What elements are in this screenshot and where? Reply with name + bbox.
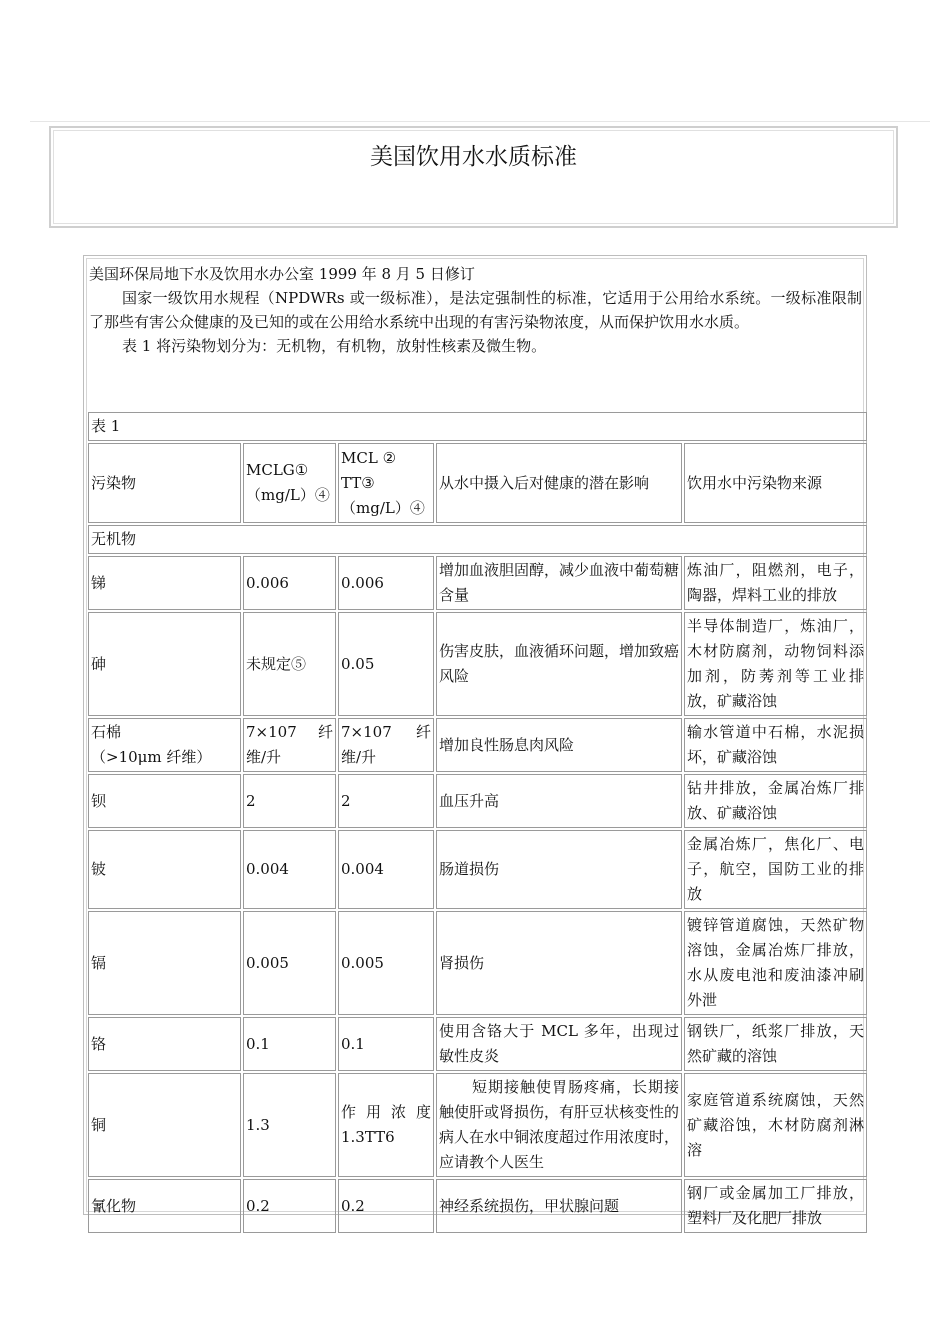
header-health: 从水中摄入后对健康的潜在影响: [436, 443, 682, 523]
table-row: [88, 830, 867, 909]
mclg-value: 2: [243, 774, 336, 828]
health-effect: 短期接触使胃肠疼痛，长期接触使肝或肾损伤，有肝豆状核变性的病人在水中铜浓度超过作用浓度时，应请教个人医生: [436, 1073, 682, 1177]
mcl-value: 2: [338, 774, 434, 828]
contaminant-name-cell: [88, 718, 241, 772]
mcl-value: 0.005: [338, 911, 434, 1015]
mcl-value: 0.006: [338, 556, 434, 610]
contaminant-name: 铜: [88, 1073, 241, 1177]
contaminant-name-note: （>10μm 纤维）: [91, 748, 212, 766]
mclg-value: 0.1: [243, 1017, 336, 1071]
mclg-value: 0.2: [243, 1179, 336, 1233]
mclg-value: 7×107 纤维/升: [243, 718, 336, 772]
mclg-value: 0.005: [243, 911, 336, 1015]
mclg-value: 0.006: [243, 556, 336, 610]
intro-paragraph: 国家一级饮用水规程（NPDWRs 或一级标准），是法定强制性的标准，它适用于公用给水系统。一级标准限制了那些有害公众健康的及已知的或在公用给水系统中出现的有害污染物浓度，从而保护饮用水水质。: [89, 289, 862, 331]
contaminant-name: 钡: [88, 774, 241, 828]
page-top-rule: [30, 121, 930, 122]
table-row: [88, 612, 867, 716]
health-effect: 增加血液胆固醇，减少血液中葡萄糖含量: [436, 556, 682, 610]
title-panel: [49, 126, 898, 228]
source-line: 美国环保局地下水及饮用水办公室 1999 年 8 月 5 日修订: [89, 265, 475, 283]
table-row: [88, 1073, 867, 1177]
header-sources: 饮用水中污染物来源: [684, 443, 867, 523]
table-header-row: [88, 443, 867, 523]
health-effect: 神经系统损伤，甲状腺问题: [436, 1179, 682, 1233]
mcl-value: 0.1: [338, 1017, 434, 1071]
contaminant-name: 镉: [88, 911, 241, 1015]
contaminant-source: 钢铁厂，纸浆厂排放，天然矿藏的溶蚀: [684, 1017, 867, 1071]
table-row: [88, 1179, 867, 1233]
table-caption-row: [88, 412, 867, 441]
contaminant-source: 镀锌管道腐蚀，天然矿物溶蚀，金属冶炼厂排放，水从废电池和废油漆冲刷外泄: [684, 911, 867, 1015]
contaminant-name: 石棉: [91, 723, 122, 741]
contaminant-name: 铬: [88, 1017, 241, 1071]
table-row: [88, 556, 867, 610]
health-effect: 伤害皮肤，血液循环问题，增加致癌风险: [436, 612, 682, 716]
contaminant-name: 氰化物: [88, 1179, 241, 1233]
mcl-value: 0.2: [338, 1179, 434, 1233]
contaminant-source: 炼油厂，阻燃剂，电子，陶器，焊料工业的排放: [684, 556, 867, 610]
contaminant-table: [86, 410, 869, 1235]
contaminant-source: 金属冶炼厂，焦化厂、电子，航空，国防工业的排放: [684, 830, 867, 909]
table-caption: 表 1: [88, 412, 867, 441]
table-row: [88, 911, 867, 1015]
contaminant-source: 家庭管道系统腐蚀，天然矿藏浴蚀，木材防腐剂淋溶: [684, 1073, 867, 1177]
health-effect: 肾损伤: [436, 911, 682, 1015]
header-contaminant: 污染物: [88, 443, 241, 523]
health-effect: 血压升高: [436, 774, 682, 828]
contaminant-name: 铍: [88, 830, 241, 909]
table-description: 表 1 将污染物划分为：无机物，有机物，放射性核素及微生物。: [122, 337, 547, 355]
contaminant-source: 钢厂或金属加工厂排放，塑料厂及化肥厂排放: [684, 1179, 867, 1233]
table-row: [88, 774, 867, 828]
health-effect: 使用含铬大于 MCL 多年，出现过敏性皮炎: [436, 1017, 682, 1071]
mcl-value: 0.004: [338, 830, 434, 909]
table-row: [88, 1017, 867, 1071]
contaminant-source: 输水管道中石棉，水泥损坏，矿藏浴蚀: [684, 718, 867, 772]
mclg-value: 0.004: [243, 830, 336, 909]
intro-section: [89, 262, 862, 358]
header-mcl: MCL ② TT③（mg/L）④: [338, 443, 434, 523]
health-effect: 肠道损伤: [436, 830, 682, 909]
health-effect: 增加良性肠息肉风险: [436, 718, 682, 772]
section-label: 无机物: [88, 525, 867, 554]
mcl-value: 7×107 纤维/升: [338, 718, 434, 772]
mclg-value: 1.3: [243, 1073, 336, 1177]
contaminant-source: 钻井排放，金属冶炼厂排放、矿藏浴蚀: [684, 774, 867, 828]
mcl-value: 0.05: [338, 612, 434, 716]
contaminant-name: 锑: [88, 556, 241, 610]
contaminant-source: 半导体制造厂，炼油厂，木材防腐剂，动物饲料添加剂，防莠剂等工业排放，矿藏浴蚀: [684, 612, 867, 716]
mclg-value: 未规定⑤: [243, 612, 336, 716]
section-row: [88, 525, 867, 554]
table-row: [88, 718, 867, 772]
mcl-value: 作 用 浓 度 1.3TT6: [338, 1073, 434, 1177]
contaminant-name: 砷: [88, 612, 241, 716]
page-title: 美国饮用水水质标准: [370, 144, 577, 170]
header-mclg: MCLG①（mg/L）④: [243, 443, 336, 523]
